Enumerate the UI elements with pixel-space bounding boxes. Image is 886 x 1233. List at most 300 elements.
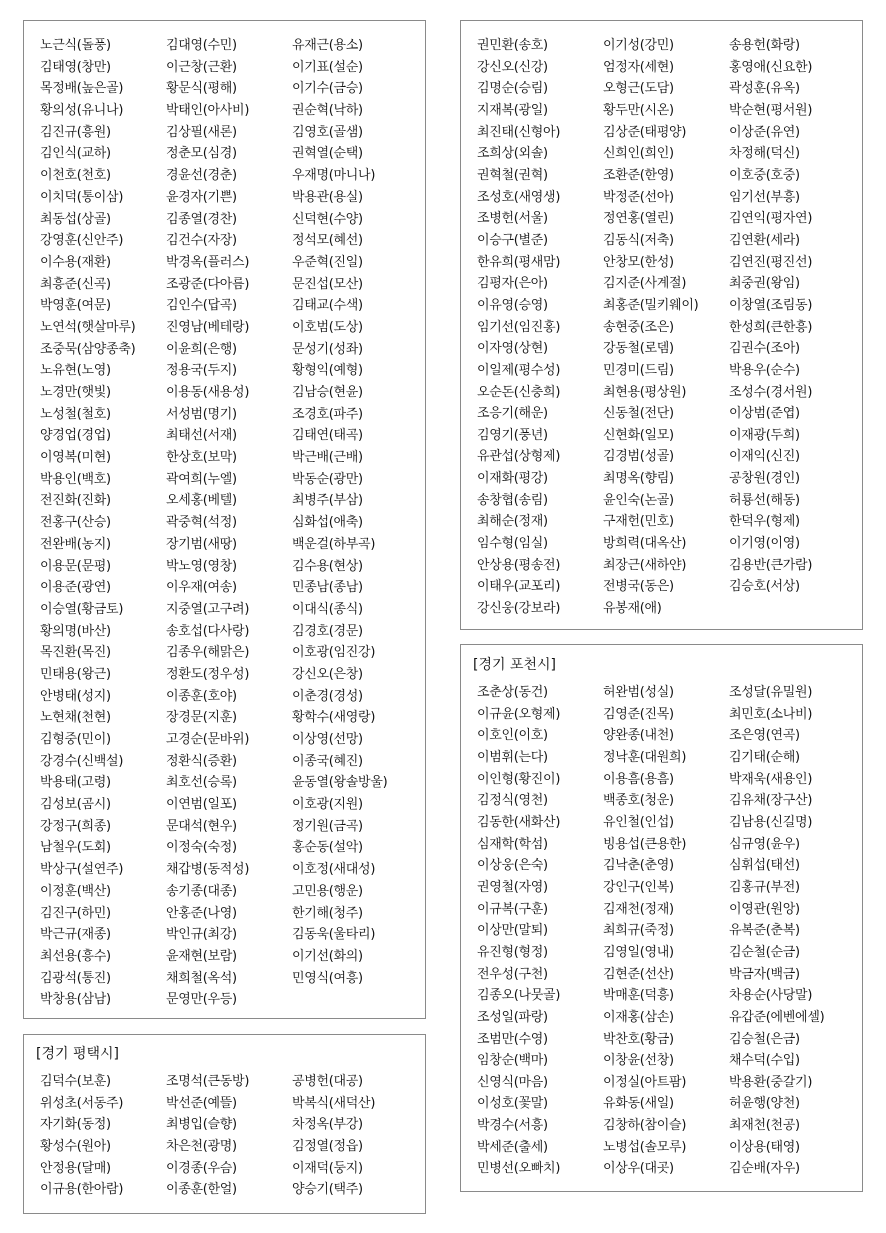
name-entry: 김유채(장구산) [729,793,813,809]
name-entry: 김연진(평진선) [729,254,813,270]
name-entry: 박근규(재종) [40,927,111,943]
name-entry: 박창용(삼남) [40,992,111,1008]
name-entry: 지재복(광일) [477,102,548,118]
name-entry: 이기영(이영) [729,536,800,552]
name-entry: 민종남(종남) [292,580,363,596]
name-entry: 김영기(풍년) [477,427,548,443]
name-entry: 김건수(자장) [166,233,237,249]
name-entry: 공창원(경인) [729,471,800,487]
name-entry: 박순현(평서원) [729,102,813,118]
name-entry: 목정배(높은골) [40,81,124,97]
name-entry: 지중열(고구려) [166,601,250,617]
name-entry: 이범휘(는다) [477,749,548,765]
name-entry: 이춘경(경성) [292,688,363,704]
name-entry: 심휘섭(태선) [729,858,800,874]
name-entry: 정연홍(열린) [603,211,674,227]
name-entry: 박세준(출세) [477,1139,548,1155]
name-entry: 조범만(수영) [477,1031,548,1047]
name-entry: 이태우(교포리) [477,579,561,595]
name-entry: 안병태(성지) [40,688,111,704]
name-entry: 이종훈(호야) [166,688,237,704]
name-entry: 채수덕(수입) [729,1053,800,1069]
section-title-pocheon: [경기 포천시] [473,657,556,673]
name-entry: 최명옥(향림) [603,471,674,487]
name-entry: 송호섭(다사랑) [166,623,250,639]
name-entry: 이상만(말퇴) [477,923,548,939]
name-entry: 전홍구(산승) [40,515,111,531]
name-entry: 김창하(참이슬) [603,1118,687,1134]
name-grid [40,34,418,1010]
name-entry: 박경수(서흥) [477,1118,548,1134]
name-entry: 전진화(진화) [40,493,111,509]
name-entry: 이정실(아트팜) [603,1074,687,1090]
name-entry: 노현채(천현) [40,710,111,726]
name-entry: 한유희(평새맘) [477,254,561,270]
name-entry: 최병주(부삼) [292,493,363,509]
name-entry: 윤동열(왕솔방울) [292,775,388,791]
name-entry: 오순돈(신충희) [477,384,561,400]
name-entry: 조은영(연곡) [729,728,800,744]
name-entry: 조명석(큰동방) [166,1074,250,1089]
name-entry: 최진태(신형아) [477,124,561,140]
name-entry: 이일제(평수성) [477,362,561,378]
name-entry: 김홍규(부전) [729,879,800,895]
name-entry: 김종우(해맑은) [166,645,250,661]
name-entry: 이용동(새용성) [166,385,250,400]
name-entry: 위성초(서동주) [40,1095,124,1111]
name-entry: 문영만(우등) [166,992,237,1008]
name-entry: 한덕우(형제) [729,514,800,530]
name-entry: 곽중혁(석정) [166,515,237,531]
name-entry: 노성철(철호) [40,406,111,422]
name-entry: 방희력(대옥산) [603,536,687,552]
name-entry: 조광준(다아름) [166,276,250,292]
name-entry: 유인철(인섭) [603,814,674,830]
name-entry: 이정훈(백산) [40,883,111,899]
name-entry: 강신오(신강) [477,59,548,75]
name-entry: 이천호(천호) [40,168,111,184]
name-entry: 김평자(은아) [477,276,548,292]
name-entry: 박상구(설연주) [40,862,124,878]
name-entry: 최호선(승록) [166,775,237,791]
name-entry: 민영식(여흥) [292,970,363,986]
name-grid [477,34,855,619]
name-entry: 권민환(송호) [477,38,548,53]
name-entry: 목진환(목진) [40,645,111,661]
name-entry: 이윤희(은행) [166,341,237,357]
name-entry: 안창모(한성) [603,254,674,270]
name-entry: 조경호(파주) [292,406,363,422]
name-entry: 이우재(여송) [166,580,237,596]
name-entry: 이호광(지원) [292,797,363,813]
name-grid [40,1070,418,1200]
name-entry: 백운걸(하부곡) [292,536,376,552]
name-entry: 김권수(조아) [729,341,800,357]
name-entry: 조성수(경서원) [729,384,813,400]
name-entry: 최선용(흥수) [40,948,111,964]
name-entry: 박동순(광만) [292,471,363,487]
name-entry: 차정해(덕신) [729,146,800,162]
name-entry: 서성범(명기) [166,406,237,422]
name-entry: 곽성훈(유옥) [729,81,800,97]
name-entry: 이근창(근환) [166,59,237,75]
name-entry: 양완종(내천) [603,728,674,744]
name-entry: 김대영(수민) [166,38,237,53]
name-entry: 박용환(중갈기) [729,1074,813,1090]
name-entry: 전병국(동은) [603,579,674,595]
name-entry: 조성일(파랑) [477,1009,548,1025]
name-entry: 강영훈(신안주) [40,233,124,249]
name-entry: 김동식(저축) [603,232,674,248]
name-entry: 정환도(정우성) [166,666,250,682]
name-entry: 조응기(해운) [477,406,548,422]
name-entry: 이용흠(용흠) [603,771,674,787]
name-entry: 박복식(새덕산) [292,1095,376,1111]
name-entry: 박영훈(여문) [40,298,111,314]
name-entry: 이상우(대곳) [603,1161,674,1177]
name-entry: 김형중(민이) [40,732,111,747]
name-entry: 유재근(용소) [292,38,363,53]
name-entry: 김정열(정읍) [292,1139,363,1155]
name-entry: 전우성(구천) [477,966,548,982]
name-entry: 이호중(호중) [729,167,800,183]
name-entry: 공병헌(대공) [292,1074,363,1089]
name-entry: 김기태(순해) [729,749,800,765]
name-entry: 이재화(평강) [477,471,548,487]
name-entry: 최장근(새하얀) [603,557,687,573]
name-entry: 전완배(농지) [40,536,111,552]
name-entry: 유관섭(상형제) [477,449,561,465]
name-entry: 김영호(골샘) [292,124,363,140]
name-entry: 노유현(노영) [40,363,111,379]
name-entry: 임기선(부흥) [729,189,800,205]
name-entry: 정환식(증환) [166,753,237,769]
name-entry: 박정준(선아) [603,189,674,205]
name-entry: 김성보(곰시) [40,797,111,813]
name-entry: 차정옥(부강) [292,1117,363,1133]
name-entry: 유화동(새일) [603,1096,674,1112]
name-entry: 김인수(답곡) [166,298,237,314]
name-entry: 황성수(원아) [40,1139,111,1155]
name-entry: 우재명(마니나) [292,168,376,184]
name-entry: 경윤선(경춘) [166,168,237,184]
name-entry: 백종호(청운) [603,793,674,809]
name-entry: 박매훈(덕흥) [603,988,674,1004]
name-entry: 유갑준(에벤에셀) [729,1009,825,1025]
name-entry: 조성달(유밀원) [729,685,813,700]
name-entry: 송기종(대종) [166,883,237,899]
name-entry: 조환준(한영) [603,167,674,183]
name-entry: 박재욱(새용인) [729,771,813,787]
name-entry: 박찬호(황금) [603,1031,674,1047]
section-title-pyeongtaek: [경기 평택시] [36,1046,119,1062]
name-entry: 최현용(평상원) [603,384,687,400]
name-entry: 윤재현(보람) [166,948,237,964]
name-entry: 이기선(화의) [292,948,363,964]
name-entry: 이기성(강민) [603,38,674,53]
name-entry: 박노영(영창) [166,558,237,574]
name-entry: 장경문(지훈) [166,710,237,726]
name-entry: 박근배(근배) [292,450,363,466]
name-entry: 문대석(현우) [166,818,237,834]
pocheon-section [460,644,863,1192]
name-entry: 노경만(햇빛) [40,385,111,400]
name-entry: 진영남(베테랑) [166,319,250,335]
name-entry: 김순배(자우) [729,1161,800,1177]
name-entry: 김상필(새론) [166,124,237,140]
name-entry: 이호범(도상) [292,319,363,335]
name-entry: 김재천(정재) [603,901,674,917]
name-entry: 임창순(백마) [477,1053,548,1069]
name-entry: 이상범(준엽) [729,406,800,422]
name-entry: 안홍준(나영) [166,905,237,921]
name-entry: 이경종(우슴) [166,1160,237,1176]
name-entry: 김수용(현상) [292,558,363,574]
name-entry: 최동섭(상골) [40,211,111,227]
name-entry: 김덕수(보훈) [40,1074,111,1089]
name-entry: 양경업(경업) [40,428,111,444]
name-entry: 남철우(도회) [40,840,111,856]
name-entry: 신현화(일모) [603,427,674,443]
name-entry: 이상용(태영) [729,1139,800,1155]
name-entry: 박경옥(플러스) [166,254,250,270]
name-entry: 민경미(드림) [603,362,674,378]
name-entry: 강정구(희종) [40,818,111,834]
name-entry: 노병섭(솔모루) [603,1139,687,1155]
name-entry: 문성기(성좌) [292,341,363,357]
name-entry: 신영식(마음) [477,1074,548,1090]
name-entry: 조희상(외솔) [477,146,548,162]
name-entry: 김경범(성골) [603,449,674,465]
name-entry: 홍영애(신요한) [729,59,813,75]
name-entry: 임기선(임진홍) [477,319,561,335]
name-entry: 최태선(서재) [166,428,237,444]
name-entry: 한기해(청주) [292,905,363,921]
name-entry: 임수형(임실) [477,536,548,552]
name-entry: 박용우(순수) [729,362,800,378]
name-entry: 유봉재(애) [603,601,662,617]
name-entry: 한성희(큰한흥) [729,319,813,335]
name-entry: 김광석(통진) [40,970,111,986]
name-entry: 김남승(현윤) [292,385,363,400]
name-entry: 이재익(신진) [729,449,800,465]
name-entry: 민병선(오빠치) [477,1161,561,1177]
name-entry: 박금자(백금) [729,966,800,982]
name-entry: 정석모(혜선) [292,233,363,249]
name-entry: 이용준(광연) [40,580,111,596]
name-entry: 황의성(유니나) [40,103,124,119]
name-entry: 정춘모(심경) [166,146,237,162]
name-entry: 김종오(나뭇골) [477,988,561,1004]
name-entry: 최해순(정재) [477,514,548,530]
name-entry: 최병입(슬향) [166,1117,237,1133]
name-entry: 이정숙(숙정) [166,840,237,856]
name-entry: 김용반(큰가람) [729,557,813,573]
name-entry: 심재학(학섬) [477,836,548,852]
name-entry: 김동한(새화산) [477,814,561,830]
name-entry: 안상용(평송전) [477,557,561,573]
name-entry: 이재홍(삼손) [603,1009,674,1025]
name-entry: 정낙훈(대원희) [603,749,687,765]
name-entry: 노근식(돌풍) [40,38,111,53]
name-entry: 이상준(유연) [729,124,800,140]
name-entry: 우준혁(진일) [292,254,363,270]
name-entry: 김현준(선산) [603,966,674,982]
name-entry: 조중묵(삼양종축) [40,341,136,357]
name-entry: 이재덕(둥지) [292,1160,363,1176]
name-entry: 정용국(두지) [166,363,237,379]
name-entry: 김승철(은금) [729,1031,800,1047]
name-entry: 정기원(금곡) [292,818,363,834]
name-entry: 이인형(황진이) [477,771,561,787]
name-entry: 황형익(예형) [292,363,363,379]
name-entry: 이호광(임진강) [292,645,376,661]
name-entry: 신덕현(수양) [292,211,363,227]
name-entry: 윤인숙(논골) [603,492,674,508]
name-entry: 신희인(희인) [603,146,674,162]
name-entry: 박용관(용실) [292,189,363,205]
name-list-box-1 [23,20,426,1019]
name-entry: 이용문(문평) [40,558,111,574]
name-entry: 이호정(새대성) [292,862,376,878]
name-entry: 허윤행(양천) [729,1096,800,1112]
name-entry: 권혁철(권혁) [477,167,548,183]
name-entry: 김종열(경찬) [166,211,237,227]
name-entry: 이창열(조림동) [729,297,813,313]
name-entry: 권순혁(낙하) [292,103,363,119]
name-entry: 송창협(송림) [477,492,548,508]
name-entry: 권혁열(순택) [292,146,363,162]
name-entry: 양승기(택주) [292,1182,363,1198]
name-entry: 이치덕(통이삼) [40,189,124,205]
name-entry: 자기화(동정) [40,1117,111,1133]
name-entry: 고경순(문바위) [166,732,250,747]
name-entry: 강경수(신백설) [40,753,124,769]
name-entry: 허룡선(해동) [729,492,800,508]
name-entry: 김연환(세라) [729,232,800,248]
name-entry: 유복준(춘복) [729,923,800,939]
name-entry: 이연범(일포) [166,797,237,813]
name-entry: 이종훈(한얼) [166,1182,237,1198]
name-entry: 오형근(도담) [603,81,674,97]
name-entry: 조성호(새영생) [477,189,561,205]
name-entry: 이상웅(은숙) [477,858,548,874]
name-entry: 한상호(보막) [166,450,237,466]
name-entry: 문진섭(모산) [292,276,363,292]
name-entry: 최흥준(신곡) [40,276,111,292]
name-entry: 허완범(성실) [603,685,674,700]
name-entry: 강동철(로뎀) [603,341,674,357]
name-entry: 이성호(꽃말) [477,1096,548,1112]
name-entry: 이창윤(선창) [603,1053,674,1069]
name-entry: 최홍준(밀키웨이) [603,297,699,313]
name-entry: 황학수(새영랑) [292,710,376,726]
name-entry: 황의명(바산) [40,623,111,639]
name-entry: 김승호(서상) [729,579,800,595]
name-entry: 이재광(두희) [729,427,800,443]
name-entry: 엄정자(세현) [603,59,674,75]
name-entry: 홍순동(설악) [292,840,363,856]
name-entry: 윤경자(기쁜) [166,189,237,205]
name-entry: 차용순(사당말) [729,988,813,1004]
name-entry: 김상준(태평양) [603,124,687,140]
name-entry: 이종국(혜진) [292,753,363,769]
name-entry: 김태영(창만) [40,59,111,75]
name-entry: 최희규(죽정) [603,923,674,939]
name-entry: 고민용(행운) [292,883,363,899]
name-entry: 최재천(천공) [729,1118,800,1134]
name-list-box-3 [460,20,863,630]
name-entry: 황문식(평해) [166,81,237,97]
name-entry: 이유영(승영) [477,297,548,313]
name-entry: 김영일(영내) [603,944,674,960]
name-entry: 김인식(교하) [40,146,111,162]
name-entry: 이대식(종식) [292,601,363,617]
name-entry: 김진규(흥원) [40,124,111,140]
name-entry: 이규윤(오형제) [477,706,561,722]
name-entry: 노연석(햇살마루) [40,319,136,335]
name-entry: 구재헌(민호) [603,514,674,530]
name-entry: 권영철(자영) [477,879,548,895]
name-entry: 김진구(하민) [40,905,111,921]
name-entry: 장기범(새땅) [166,536,237,552]
name-entry: 안정용(달매) [40,1160,111,1176]
name-entry: 김지준(사계절) [603,276,687,292]
name-entry: 박용인(백호) [40,471,111,487]
name-entry: 조병헌(서울) [477,211,548,227]
name-entry: 송용헌(화랑) [729,38,800,53]
name-entry: 김명순(승림) [477,81,548,97]
name-entry: 빙용섭(큰용한) [603,836,687,852]
name-entry: 차은천(광명) [166,1139,237,1155]
name-entry: 심화섭(애축) [292,515,363,531]
name-entry: 오세홍(베텔) [166,493,237,509]
name-entry: 이기수(금승) [292,81,363,97]
name-entry: 이영관(원앙) [729,901,800,917]
name-entry: 곽여희(누엘) [166,471,237,487]
name-entry: 이자영(상현) [477,341,548,357]
name-entry: 심규영(윤우) [729,836,800,852]
name-entry: 김정식(영천) [477,793,548,809]
pyeongtaek-section [23,1034,426,1214]
name-entry: 김낙춘(춘영) [603,858,674,874]
name-entry: 신동철(전단) [603,406,674,422]
name-entry: 김순철(순금) [729,944,800,960]
name-entry: 채갑병(동적성) [166,862,250,878]
name-entry: 김남용(신길명) [729,814,813,830]
name-entry: 김태교(수색) [292,298,363,314]
name-entry: 송현중(조은) [603,319,674,335]
name-entry: 이기표(설순) [292,59,363,75]
name-entry: 김영준(진목) [603,706,674,722]
name-entry: 김연익(평자연) [729,211,813,227]
name-entry: 이승구(별준) [477,232,548,248]
name-entry: 이규복(구훈) [477,901,548,917]
name-entry: 이규용(한아람) [40,1182,124,1198]
name-entry: 박태인(아사비) [166,103,250,119]
name-entry: 이영복(미현) [40,450,111,466]
name-entry: 강인구(인복) [603,879,674,895]
name-entry: 민태용(왕근) [40,666,111,682]
name-entry: 채희철(옥석) [166,970,237,986]
name-entry: 이승열(황금토) [40,601,124,617]
name-entry: 김태연(태곡) [292,428,363,444]
name-entry: 강신웅(강보라) [477,601,561,617]
name-entry: 황두만(시온) [603,102,674,118]
name-grid [477,681,855,1179]
name-entry: 이수용(재환) [40,254,111,270]
name-entry: 이상영(선망) [292,732,363,747]
